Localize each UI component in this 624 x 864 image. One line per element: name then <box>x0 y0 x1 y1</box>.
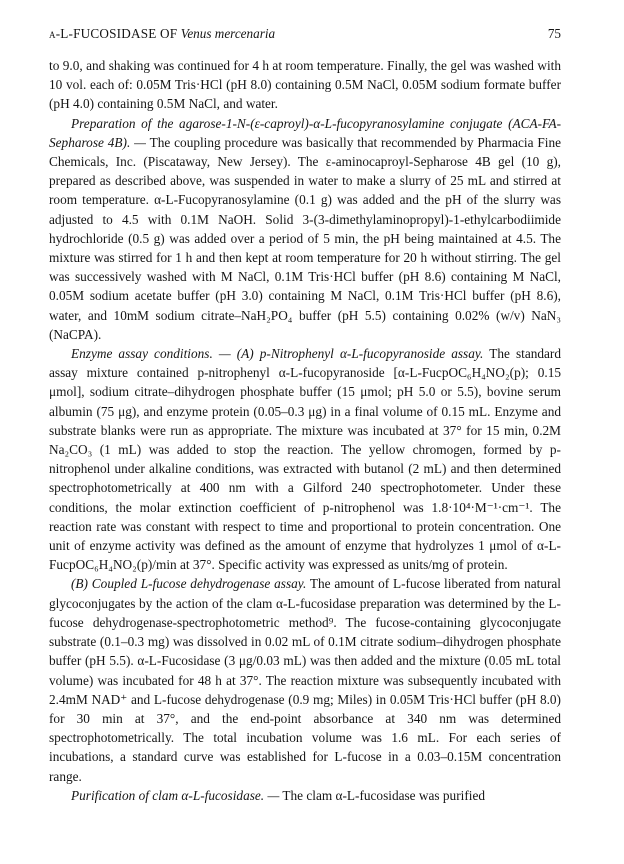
paragraph-text: The amount of L-fucose liberated from natural glycoconjugates by the action of the clam α-L-fucosidase preparation was determined by the L-fucose dehydrogenase-spectrophotometric method⁹. The fucose-containing glycoconjugate substrate (0.1–0.3 mg) was dissolved in 0.02 mL of 0.1M citrate sodium–dihydrogen phosphate buffer (pH 5.5). α-L-Fucosidase (3 μg/0.03 mL) was then added and the mixture (0.05 mL total volume) was incubated for 48 h at 37°. The reaction mixture was subsequently incubated with 2.4mM NAD⁺ and L-fucose dehydrogenase (0.9 mg; Miles) in 0.05M Tris·HCl buffer (pH 8.0) for 30 min at 37°, and the end-point absorbance at 340 nm was determined spectrophotometrically. The total incubation volume was 1.6 mL. For each series of incubations, a standard curve was established for L-fucose in a 0.03–0.15M concentration range. <box>49 576 561 784</box>
running-title <box>49 26 275 42</box>
section-heading: (B) Coupled L-fucose dehydrogenase assay. <box>71 576 307 592</box>
paragraph-conjugate-preparation <box>49 114 561 344</box>
section-heading: Enzyme assay conditions. — (A) p-Nitrophenyl α-L-fucopyranoside assay. <box>71 346 484 362</box>
paragraph-text: The standard assay mixture contained p-nitrophenyl α-L-fucopyranoside [α-L-FucpOC₆H₄NO₂(p); 0.15 μmol], sodium citrate–dihydrogen phosphate buffer (15 μmol; pH 5.0 or 5.5), bovine serum albumin (75 μg), and enzyme protein (0.05–0.3 μg) in a final volume of 0.15 mL. Enzyme and substrate blanks were run as appropriate. The mixture was incubated at 37° for 15 min, 0.2M Na₂CO₃ (1 mL) was added to stop the reaction. The yellow chromogen, formed by p-nitrophenol under alkaline conditions, was extracted with butanol (2 mL) and then determined spectrophotometrically at 400 nm with a Gilford 240 spectrophotometer. Under these conditions, the molar extinction coefficient of p-nitrophenol was 1.8·10⁴·M⁻¹·cm⁻¹. The reaction rate was constant with respect to time and proportional to protein concentration. One unit of enzyme activity was defined as the amount of enzyme that hydrolyzes 1 μmol of α-L-FucpOC₆H₄NO₂(p)/min at 37°. Specific activity was expressed as units/mg of protein. <box>49 346 561 573</box>
section-heading: Purification of clam α-L-fucosidase. — <box>71 787 280 803</box>
paragraph-text: to 9.0, and shaking was continued for 4 h at room temperature. Finally, the gel was washed with 10 vol. each of: 0.05M Tris·HCl (pH 8.0) containing 0.5M NaCl, 0.05M sodium formate buffer (pH 4.0) containing 0.5M NaCl, and water. <box>49 58 561 112</box>
body-text <box>49 56 561 805</box>
paragraph-purification <box>49 786 561 805</box>
paragraph-text: The clam α-L-fucosidase was purified <box>279 787 485 803</box>
running-title-species: Venus mercenaria <box>180 26 276 41</box>
paragraph-enzyme-assay-a <box>49 344 561 574</box>
running-title-prefix: α-L-FUCOSIDASE OF <box>49 26 181 41</box>
running-header <box>49 26 561 44</box>
paragraph-text: The coupling procedure was basically that recommended by Pharmacia Fine Chemicals, Inc. (Piscataway, New Jersey). The ε-aminocaproyl-Sepharose 4B gel (10 g), prepared as described above, was suspended in water to make a slurry of 25 mL and stirred at room temperature. α-L-Fucopyranosylamine (0.1 g) was added and the pH of the slurry was adjusted to 4.5 with 0.1M NaOH. Solid 3-(3-dimethylaminopropyl)-1-ethylcarbodiimide hydrochloride (0.5 g) was added over a period of 5 min, the pH being maintained at 4.5. The mixture was stirred for 1 h and then kept at room temperature for 20 h without stirring. The gel was successively washed with M NaCl, 0.1M Tris·HCl buffer (pH 8.6) containing M NaCl, 0.05M sodium acetate buffer (pH 3.0) containing M NaCl, 0.1M Tris·HCl buffer (pH 8.6), water, and 10mM sodium citrate–NaH₂PO₄ buffer (pH 5.5) containing 0.02% (w/v) NaN₃ (NaCPA). <box>49 134 561 342</box>
section-heading: Preparation of the agarose-1-N-(ε-caproyl)-α-L-fucopyranosylamine conjugate (ACA-FA-Sepharose 4B). — <box>49 115 561 150</box>
page-number: 75 <box>547 26 561 41</box>
paragraph-enzyme-assay-b <box>49 574 561 785</box>
paragraph-gel-washing <box>49 56 561 114</box>
